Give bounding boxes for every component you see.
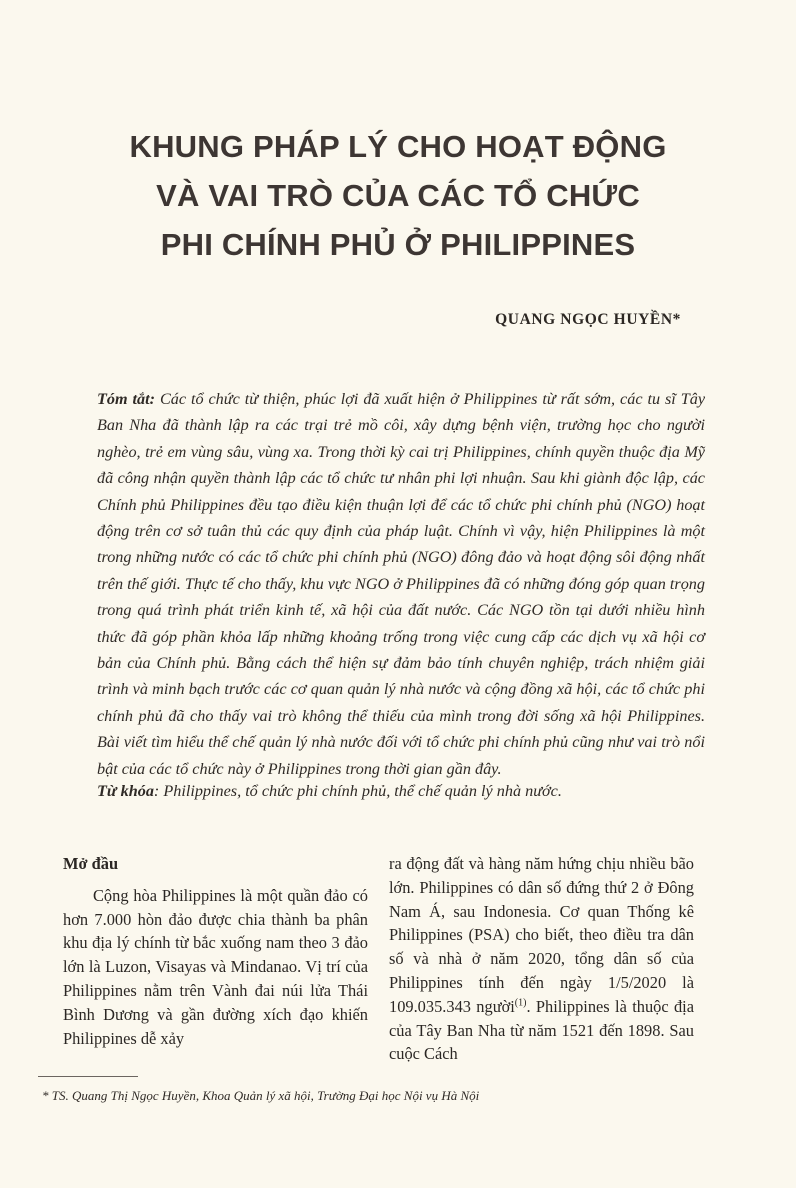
keywords-text: : Philippines, tổ chức phi chính phủ, thể chế quản lý nhà nước. xyxy=(153,782,562,800)
author-name: QUANG NGỌC HUYỀN* xyxy=(495,311,681,328)
paragraph-right-part-1: ra động đất và hàng năm hứng chịu nhiều bão lớn. Philippines có dân số đứng thứ 2 ở Đông Nam Á, sau Indonesia. Cơ quan Thống kê Philippines (PSA) cho biết, theo điều tra dân số và nhà ở năm 2020, tổng dân số của Philippines tính đến ngày 1/5/2020 là 109.035.343 người xyxy=(389,854,694,1016)
article-title xyxy=(0,122,796,269)
section-heading: Mở đầu xyxy=(63,854,119,873)
author-footnote: * TS. Quang Thị Ngọc Huyền, Khoa Quản lý xã hội, Trường Đại học Nội vụ Hà Nội xyxy=(42,1088,480,1103)
abstract-text: Các tổ chức từ thiện, phúc lợi đã xuất hiện ở Philippines từ rất sớm, các tu sĩ Tây Ban Nha đã thành lập ra các trại trẻ mồ côi, xây dựng bệnh viện, trường học cho người nghèo, trẻ em vùng sâu, vùng xa. Trong thời kỳ cai trị Philippines, chính quyền thuộc địa Mỹ đã công nhận quyền thành lập các tổ chức tư nhân phi lợi nhuận. Sau khi giành độc lập, các Chính phủ Philippines đều tạo điều kiện thuận lợi để các tổ chức phi chính phủ (NGO) hoạt động trên cơ sở tuân thủ các quy định của pháp luật. Chính vì vậy, hiện Philippines là một trong những nước có các tổ chức phi chính phủ (NGO) đông đảo và hoạt động sôi động nhất trên thế giới. Thực tế cho thấy, khu vực NGO ở Philippines đã có những đóng góp quan trọng trong quá trình phát triển kinh tế, xã hội của đất nước. Các NGO tồn tại dưới nhiều hình thức đã góp phần khỏa lấp những khoảng trống trong việc cung cấp các dịch vụ xã hội cơ bản của Chính phủ. Bằng cách thể hiện sự đảm bảo tính chuyên nghiệp, trách nhiệm giải trình và minh bạch trước các cơ quan quản lý nhà nước và cộng đồng xã hội, các tổ chức phi chính phủ đã cho thấy vai trò không thể thiếu của mình trong đời sống xã hội Philippines. Bài viết tìm hiểu thể chế quản lý nhà nước đối với tổ chức phi chính phủ cũng như vai trò nổi bật của các tổ chức này ở Philippines trong thời gian gần đây. xyxy=(97,390,705,778)
abstract xyxy=(97,386,705,782)
paragraph-right-part-2: . Philippines là thuộc địa của Tây Ban Nha từ năm 1521 đến 1898. Sau cuộc Cách xyxy=(389,996,694,1064)
body-column-left xyxy=(63,852,368,1050)
keywords xyxy=(97,778,705,804)
title-line-2: VÀ VAI TRÒ CỦA CÁC TỔ CHỨC xyxy=(156,178,640,213)
paragraph-right xyxy=(389,852,694,1066)
paragraph-left: Cộng hòa Philippines là một quần đảo có hơn 7.000 hòn đảo được chia thành ba phân khu địa lý chính từ bắc xuống nam theo 3 đảo lớn là Luzon, Visayas và Mindanao. Vị trí của Philippines nằm trên Vành đai núi lửa Thái Bình Dương và gần đường xích đạo khiến Philippines dễ xảy xyxy=(63,885,368,1048)
keywords-label: Từ khóa xyxy=(97,782,154,800)
footnote-reference: (1) xyxy=(514,997,527,1009)
title-line-1: KHUNG PHÁP LÝ CHO HOẠT ĐỘNG xyxy=(129,129,667,164)
footnote-divider xyxy=(38,1076,138,1077)
body-column-right xyxy=(389,852,694,1066)
title-line-3: PHI CHÍNH PHỦ Ở PHILIPPINES xyxy=(160,227,636,262)
abstract-label: Tóm tắt: xyxy=(97,390,155,408)
